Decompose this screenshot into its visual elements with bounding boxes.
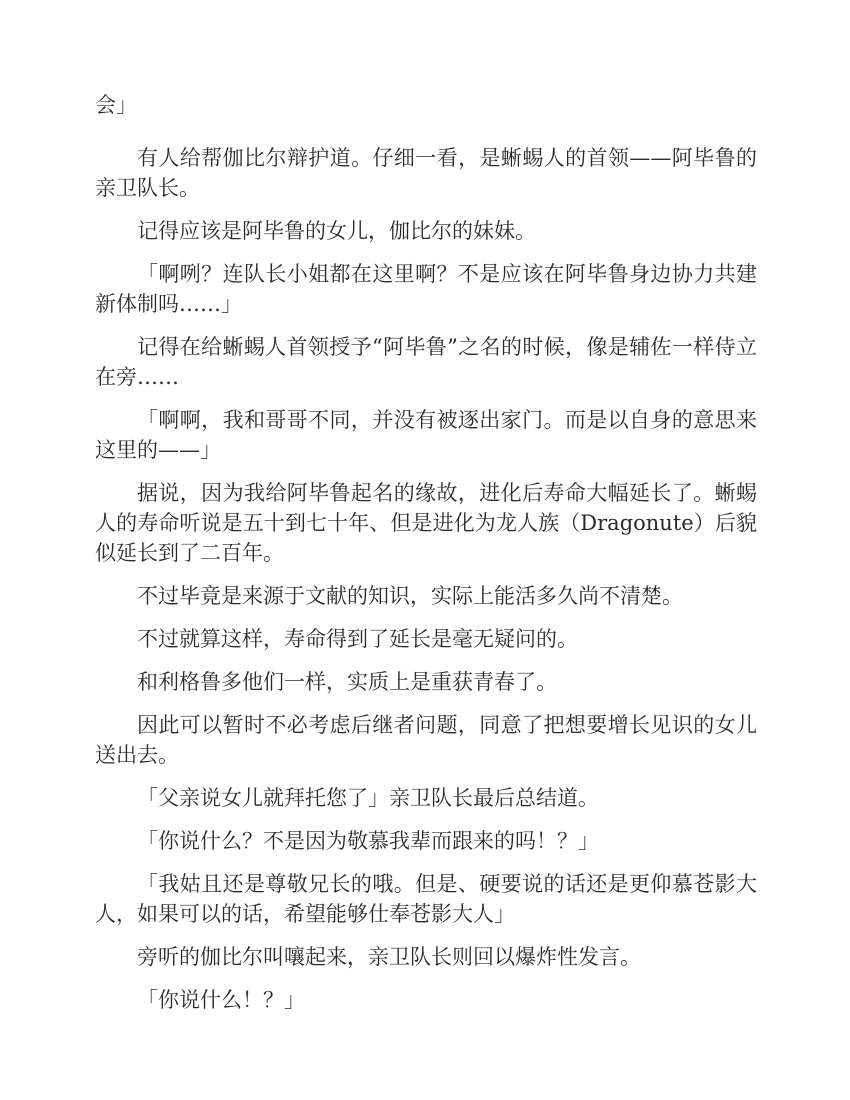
paragraph: 「父亲说女儿就拜托您了」亲卫队长最后总结道。 xyxy=(137,786,599,810)
paragraph: 有人给帮伽比尔辩护道。仔细一看，是蜥蜴人的首领——阿毕鲁的亲卫队长。 xyxy=(95,146,757,200)
paragraph: 和利格鲁多他们一样，实质上是重获青春了。 xyxy=(137,670,557,694)
paragraph: 「啊咧？连队长小姐都在这里啊？不是应该在阿毕鲁身边协力共建新体制吗……」 xyxy=(95,262,757,316)
paragraph: 「你说什么？不是因为敬慕我辈而跟来的吗！？」 xyxy=(137,829,599,853)
paragraph: 旁听的伽比尔叫嚷起来，亲卫队长则回以爆炸性发言。 xyxy=(137,945,641,969)
page-content xyxy=(95,90,757,1028)
paragraph: 因此可以暂时不必考虑后继者问题，同意了把想要增长见识的女儿送出去。 xyxy=(95,713,757,767)
paragraph: 「你说什么！？」 xyxy=(137,988,305,1012)
paragraph: 「啊啊，我和哥哥不同，并没有被逐出家门。而是以自身的意思来这里的——」 xyxy=(95,408,757,462)
paragraph: 不过就算这样，寿命得到了延长是毫无疑问的。 xyxy=(137,627,578,651)
paragraph: 据说，因为我给阿毕鲁起名的缘故，进化后寿命大幅延长了。蜥蜴人的寿命听说是五十到七十年、但是进化为龙人族（Dragonute）后貌似延长到了二百年。 xyxy=(95,481,757,565)
paragraph: 不过毕竟是来源于文献的知识，实际上能活多久尚不清楚。 xyxy=(137,584,683,608)
paragraph: 会」 xyxy=(95,93,137,117)
paragraph: 记得在给蜥蜴人首领授予“阿毕鲁”之名的时候，像是辅佐一样侍立在旁…… xyxy=(95,335,757,389)
paragraph: 「我姑且还是尊敬兄长的哦。但是、硬要说的话还是更仰慕苍影大人，如果可以的话，希望能够仕奉苍影大人」 xyxy=(95,872,757,926)
paragraph: 记得应该是阿毕鲁的女儿，伽比尔的妹妹。 xyxy=(137,219,536,243)
